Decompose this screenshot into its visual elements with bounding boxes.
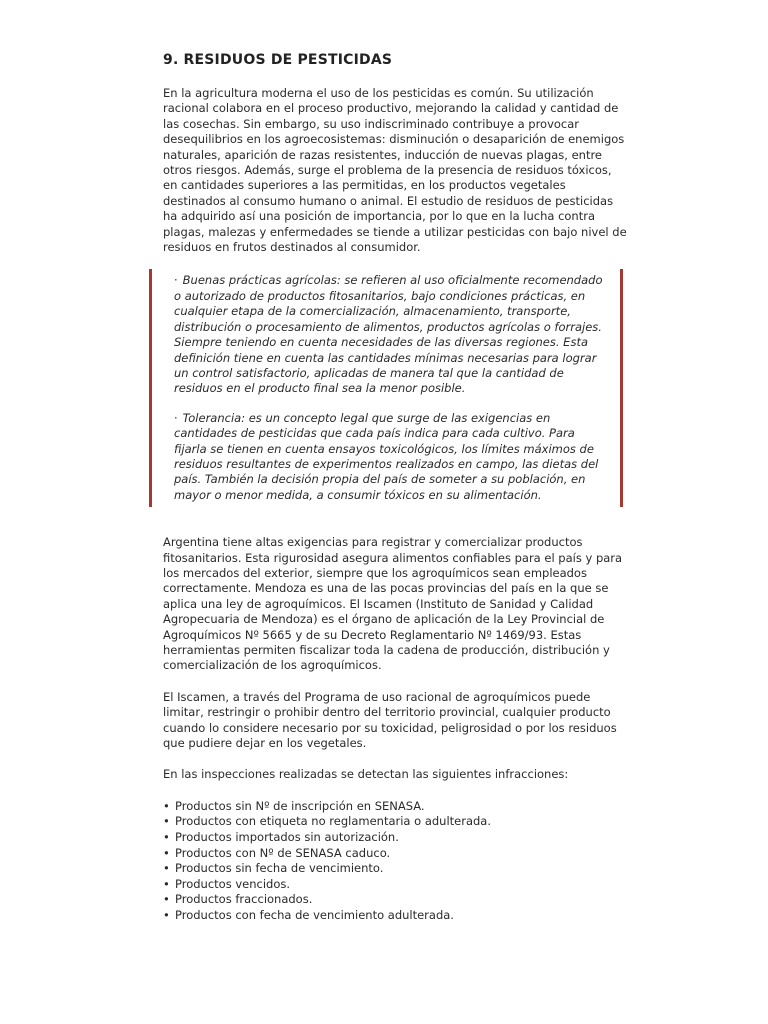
list-item: • Productos importados sin autorización. [163, 830, 399, 845]
bullet-icon: • [163, 798, 170, 813]
intro-paragraph: En la agricultura moderna el uso de los pesticidas es común. Su utilización racional colabora en el proceso productivo, mejorando la calidad y cantidad de las cosechas. Sin embargo, su uso indiscriminado contribuye a provocar desequilibrios en los agroecosistemas: disminución o desaparición de enemigos naturales, aparición de razas resistentes, inducción de nuevas plagas, entre otros riesgos. Además, surge el problema de la presencia de residuos tóxicos, en cantidades superiores a las permitidas, en los productos vegetales destinados al consumo humano o animal. El estudio de residuos de pesticidas ha adquirido así una posición de importancia, por lo que en la lucha contra plagas, malezas y enfermedades se tiende a utilizar pesticidas con bajo nivel de residuos en frutos destinados al consumidor. [163, 86, 627, 255]
bullet-icon: • [163, 814, 170, 829]
list-item: • Productos con fecha de vencimiento adulterada. [163, 908, 454, 922]
definitions-box [149, 269, 623, 507]
list-item: • Productos sin Nº de inscripción en SENASA. [163, 798, 425, 813]
list-item: • Productos sin fecha de vencimiento. [163, 861, 384, 876]
definition-text: Tolerancia: es un concepto legal que surge de las exigencias en cantidades de pesticidas que cada país indica para cada cultivo. Para fijarla se tienen en cuenta ensayos toxicológicos, los límites máximos de residuos resultantes de experimentos realizados en campo, las dietas del país. También la decisión propia del país de someter a su población, en mayor o menor medida, a consumir tóxicos en su alimentación. [174, 410, 599, 502]
definition-bullet: · [174, 410, 178, 425]
list-item: • Productos vencidos. [163, 876, 291, 891]
bullet-icon: • [163, 908, 170, 922]
section-heading: 9. RESIDUOS DE PESTICIDAS [163, 52, 393, 68]
paragraph-iscamen: El Iscamen, a través del Programa de uso racional de agroquímicos puede limitar, restringir o prohibir dentro del territorio provincial, cualquier producto cuando lo considere necesario por su toxicidad, peligrosidad o por los residuos que pudiere dejar en los vegetales. [163, 689, 617, 751]
definition-tolerancia [174, 411, 610, 503]
document-page [163, 48, 627, 924]
bullet-icon: • [163, 830, 170, 845]
paragraph-argentina: Argentina tiene altas exigencias para registrar y comercializar productos fitosanitarios. Esta rigurosidad asegura alimentos confiables para el país y para los mercados del exterior, siempre que los agroquímicos sean empleados correctamente. Mendoza es una de las pocas provincias del país en la que se aplica una ley de agroquímicos. El Iscamen (Instituto de Sanidad y Calidad Agropecuaria de Mendoza) es el órgano de aplicación de la Ley Provincial de Agroquímicos Nº 5665 y de su Decreto Reglamentario Nº 1469/93. Estas herramientas permiten fiscalizar toda la cadena de producción, distribución y comercialización de los agroquímicos. [163, 535, 623, 673]
bullet-icon: • [163, 861, 170, 876]
bullet-icon: • [163, 876, 170, 891]
bullet-icon: • [163, 892, 170, 907]
list-item: • Productos con Nº de SENASA caduco. [163, 845, 391, 860]
list-item: • Productos fraccionados. [163, 892, 313, 907]
infracciones-list [163, 799, 627, 924]
bullet-icon: • [163, 845, 170, 860]
list-item: • Productos con etiqueta no reglamentaria o adulterada. [163, 814, 492, 829]
paragraph-inspecciones: En las inspecciones realizadas se detectan las siguientes infracciones: [163, 767, 569, 782]
definition-text: Buenas prácticas agrícolas: se refieren al uso oficialmente recomendado o autorizado de productos fitosanitarios, bajo condiciones prácticas, en cualquier etapa de la comercialización, almacenamiento, transporte, distribución o procesamiento de alimentos, productos agrícolas o forrajes. Siempre teniendo en cuenta necesidades de las diversas regiones. Esta definición tiene en cuenta las cantidades mínimas necesarias para lograr un control satisfactorio, aplicadas de manera tal que la cantidad de residuos en el producto final sea la menor posible. [174, 273, 603, 396]
definition-buenas-practicas [174, 273, 610, 396]
definition-bullet: · [174, 273, 178, 288]
